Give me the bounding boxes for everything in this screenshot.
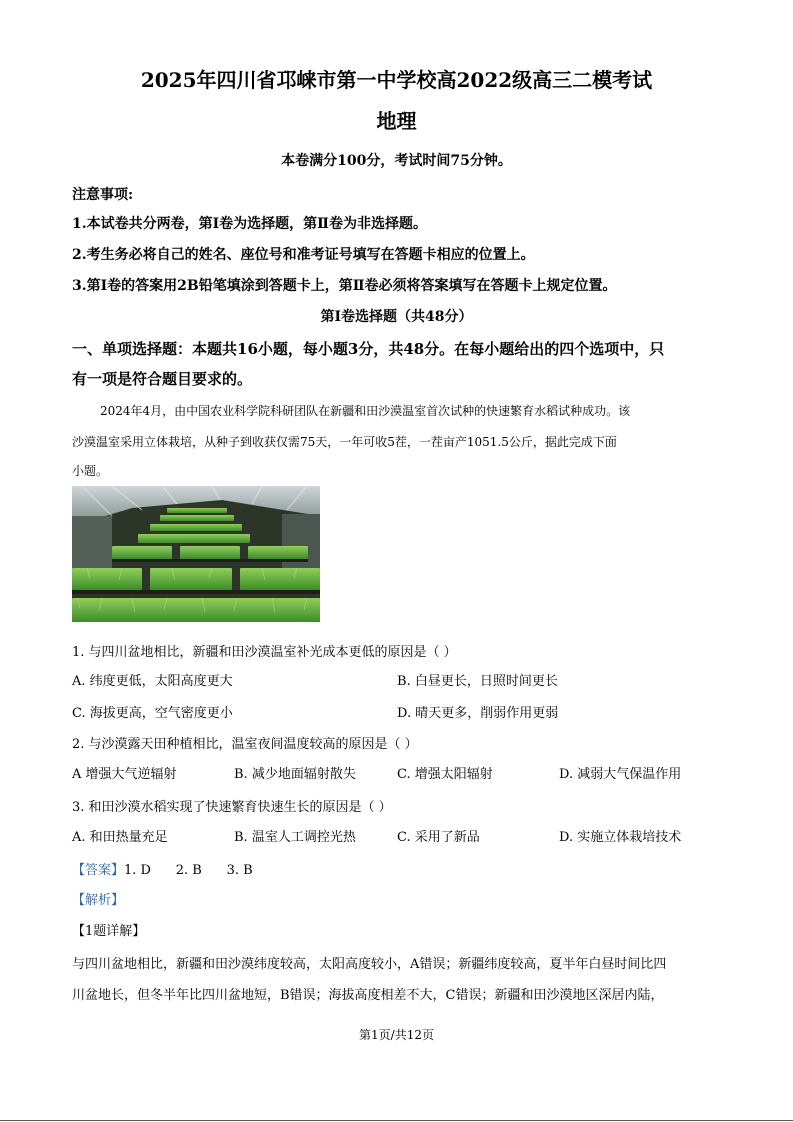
question-1-option-a: A. 纬度更低，太阳高度更大 [72, 674, 233, 689]
section-title: 第Ⅰ卷选择题（共48分） [320, 309, 473, 325]
question-2-option-b: B. 减少地面辐射散失 [234, 767, 356, 782]
answer-label: 【答案】 [72, 863, 125, 878]
subject-title: 地理 [376, 109, 417, 133]
passage-line-3: 小题。 [72, 464, 109, 478]
notes-heading: 注意事项: [72, 187, 134, 203]
question-3-option-b: B. 温室人工调控光热 [234, 830, 356, 845]
question-2-option-c: C. 增强太阳辐射 [397, 767, 493, 782]
passage-line-2: 沙漠温室采用立体栽培，从种子到收获仅需75天，一年可收5茬，一茬亩产1051.5公斤，据此完成下面 [72, 435, 617, 449]
question-1-option-d: D. 晴天更多，削弱作用更弱 [397, 706, 559, 721]
note-item-2: 2.考生务必将自己的姓名、座位号和准考证号填写在答题卡相应的位置上。 [72, 247, 535, 263]
question-3-option-c: C. 采用了新品 [397, 830, 480, 845]
question-1-stem: 1. 与四川盆地相比，新疆和田沙漠温室补光成本更低的原因是（ ） [72, 645, 457, 660]
section-instruction-1: 一、单项选择题：本题共16小题，每小题3分，共48分。在每小题给出的四个选项中，只 [72, 340, 665, 358]
note-item-3: 3.第Ⅰ卷的答案用2B铅笔填涂到答题卡上，第Ⅱ卷必须将答案填写在答题卡上规定位置。 [72, 278, 617, 294]
question-2-option-d: D. 减弱大气保温作用 [559, 767, 682, 782]
question-3-option-d: D. 实施立体栽培技术 [559, 830, 682, 845]
question-1-option-c: C. 海拔更高，空气密度更小 [72, 706, 233, 721]
note-item-1: 1.本试卷共分两卷，第Ⅰ卷为选择题，第Ⅱ卷为非选择题。 [72, 216, 427, 232]
question-2-option-a: A 增强大气逆辐射 [72, 767, 177, 782]
answer-line [72, 859, 253, 878]
detail-line-2: 川盆地长，但冬半年比四川盆地短，B错误；海拔高度相差不大，C错误；新疆和田沙漠地区深居内陆， [72, 988, 664, 1003]
passage-line-1: 2024年4月，由中国农业科学院科研团队在新疆和田沙漠温室首次试种的快速繁育水稻试种成功。该 [100, 404, 631, 418]
analysis-label: 【解析】 [72, 893, 125, 908]
detail-heading: 【1题详解】 [72, 924, 146, 939]
exam-title: 2025年四川省邛崃市第一中学校高2022级高三二模考试 [140, 68, 653, 92]
question-3-stem: 3. 和田沙漠水稻实现了快速繁育快速生长的原因是（ ） [72, 800, 392, 815]
greenhouse-photo-illustration [72, 486, 320, 622]
page-bottom-rule [0, 1120, 793, 1121]
answer-values: 1. D 2. B 3. B [124, 863, 253, 878]
question-1-option-b: B. 白昼更长，日照时间更长 [397, 674, 558, 689]
page-footer: 第1页/共12页 [359, 1028, 434, 1042]
detail-line-1: 与四川盆地相比，新疆和田沙漠纬度较高，太阳高度较小，A错误；新疆纬度较高，夏半年白昼时间比四 [72, 957, 667, 972]
greenhouse-rice-photo [72, 486, 320, 622]
exam-meta: 本卷满分100分，考试时间75分钟。 [281, 153, 512, 169]
question-2-stem: 2. 与沙漠露天田种植相比，温室夜间温度较高的原因是（ ） [72, 737, 418, 752]
question-3-option-a: A. 和田热量充足 [72, 830, 168, 845]
section-instruction-2: 有一项是符合题目要求的。 [72, 370, 253, 388]
